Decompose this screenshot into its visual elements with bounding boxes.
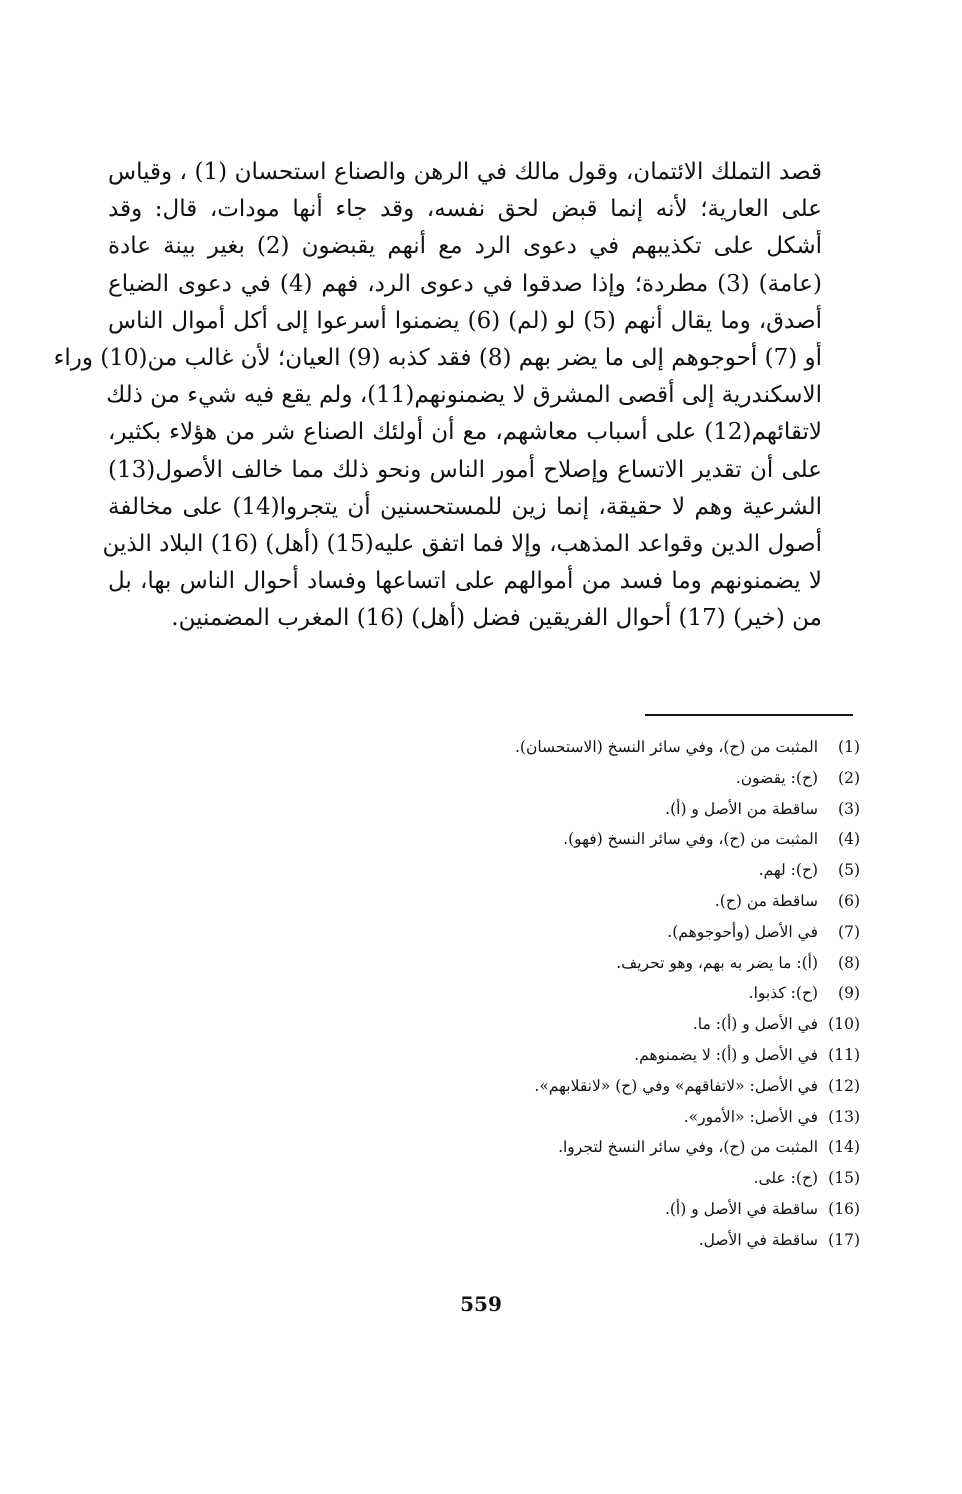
text-line: لا يضمنونهم وما فسد من أموالهم على اتساعها وفساد أحوال الناس بها، بل — [108, 568, 822, 595]
footnote-text: (ح): كذبوا. — [748, 984, 818, 1003]
text-line: لاتقائهم(12) على أسباب معاشهم، مع أن أولئك الصناع شر من هؤلاء بكثير، — [108, 419, 822, 446]
text-line: قصد التملك الائتمان، وقول مالك في الرهن والصناع استحسان (1) ، وقياس — [108, 159, 822, 185]
footnote-text: المثبت من (ح)، وفي سائر النسخ (الاستحسان). — [514, 738, 818, 756]
footnote — [440, 978, 860, 1009]
footnote — [440, 1040, 860, 1071]
footnote — [440, 1102, 860, 1133]
footnote-text: ساقطة من (ح). — [714, 891, 818, 910]
footnote — [440, 732, 860, 763]
footnote-number: (10) — [828, 1015, 860, 1034]
footnote — [440, 1194, 860, 1225]
footnote-number: (12) — [828, 1076, 860, 1095]
text-line: (عامة) (3) مطردة؛ وإذا صدقوا في دعوى الرد، فهم (4) في دعوى الضياع — [108, 270, 822, 297]
footnote-number: (2) — [838, 768, 860, 787]
footnote — [440, 1009, 860, 1040]
footnote-text: ساقطة في الأصل و (أ). — [664, 1199, 818, 1218]
footnote-text: في الأصل: «لاتفاقهم» وفي (ح) «لانقلابهم». — [534, 1076, 818, 1095]
footnote-number: (17) — [828, 1230, 860, 1249]
text-line: على أن تقدير الاتساع وإصلاح أمور الناس ونحو ذلك مما خالف الأصول(13) — [108, 456, 822, 483]
text-line: أشكل على تكذيبهم في دعوى الرد مع أنهم يقبضون (2) بغير بينة عادة — [108, 233, 823, 260]
footnote-number: (14) — [828, 1138, 860, 1157]
footnote-number: (3) — [838, 799, 860, 818]
page-number: 559 — [460, 1292, 502, 1316]
footnote — [440, 763, 860, 794]
footnote — [440, 824, 860, 855]
footnote-number: (7) — [838, 922, 860, 941]
footnote — [440, 1071, 860, 1102]
text-line: الشرعية وهم لا حقيقة، إنما زين للمستحسنين أن يتجروا(14) على مخالفة — [108, 493, 822, 520]
footnote-number: (8) — [838, 953, 860, 972]
footnote-text: (أ): ما يضر به بهم، وهو تحريف. — [616, 953, 818, 972]
footnote-text: (ح): يقضون. — [735, 768, 818, 787]
footnote — [440, 886, 860, 917]
text-line: من (خير) (17) أحوال الفريقين فضل (أهل) (16) المغرب المضمنين. — [171, 605, 822, 632]
footnote-number: (15) — [828, 1169, 860, 1188]
footnote-number: (5) — [838, 861, 860, 880]
footnote-number: (16) — [828, 1199, 860, 1218]
footnote-text: المثبت من (ح)، وفي سائر النسخ (فهو). — [563, 830, 818, 849]
footnote-number: (6) — [838, 891, 860, 910]
footnote — [440, 1225, 860, 1256]
footnote-text: في الأصل: «الأمور». — [683, 1107, 818, 1126]
footnote-text: (ح): لهم. — [758, 861, 818, 880]
footnote-text: ساقطة في الأصل. — [698, 1230, 818, 1249]
footnote-text: (ح): على. — [753, 1169, 818, 1188]
footnote-text: ساقطة من الأصل و (أ). — [665, 799, 818, 818]
footnote-number: (1) — [838, 738, 860, 756]
footnote — [440, 948, 860, 979]
footnote-text: في الأصل و (أ): لا يضمنوهم. — [634, 1045, 818, 1064]
footnotes — [440, 732, 860, 1256]
footnote-divider — [645, 714, 853, 716]
footnote-number: (9) — [838, 984, 860, 1003]
text-line: أصدق، وما يقال أنهم (5) لو (لم) (6) يضمنوا أسرعوا إلى أكل أموال الناس — [108, 307, 823, 334]
footnote — [440, 855, 860, 886]
footnote-number: (13) — [828, 1107, 860, 1126]
text-line: أو (7) أحوجوهم إلى ما يضر بهم (8) فقد كذبه (9) العيان؛ لأن غالب من(10) وراء — [53, 345, 822, 372]
footnote-number: (4) — [838, 830, 860, 849]
footnote — [440, 1163, 860, 1194]
text-line: على العارية؛ لأنه إنما قبض لحق نفسه، وقد جاء أنها مودات، قال: وقد — [108, 196, 822, 223]
footnote — [440, 1132, 860, 1163]
footnote-text: في الأصل و (أ): ما. — [692, 1015, 818, 1034]
footnote-text: المثبت من (ح)، وفي سائر النسخ لتجروا. — [558, 1138, 818, 1157]
main-text — [53, 154, 823, 638]
footnote-number: (11) — [828, 1045, 860, 1064]
footnote-text: في الأصل (وأحوجوهم). — [667, 922, 818, 941]
footnote — [440, 917, 860, 948]
footnote — [440, 794, 860, 825]
text-line: أصول الدين وقواعد المذهب، وإلا فما اتفق عليه(15) (أهل) (16) البلاد الذين — [102, 531, 822, 558]
text-line: الاسكندرية إلى أقصى المشرق لا يضمنونهم(11)، ولم يقع فيه شيء من ذلك — [106, 382, 822, 409]
